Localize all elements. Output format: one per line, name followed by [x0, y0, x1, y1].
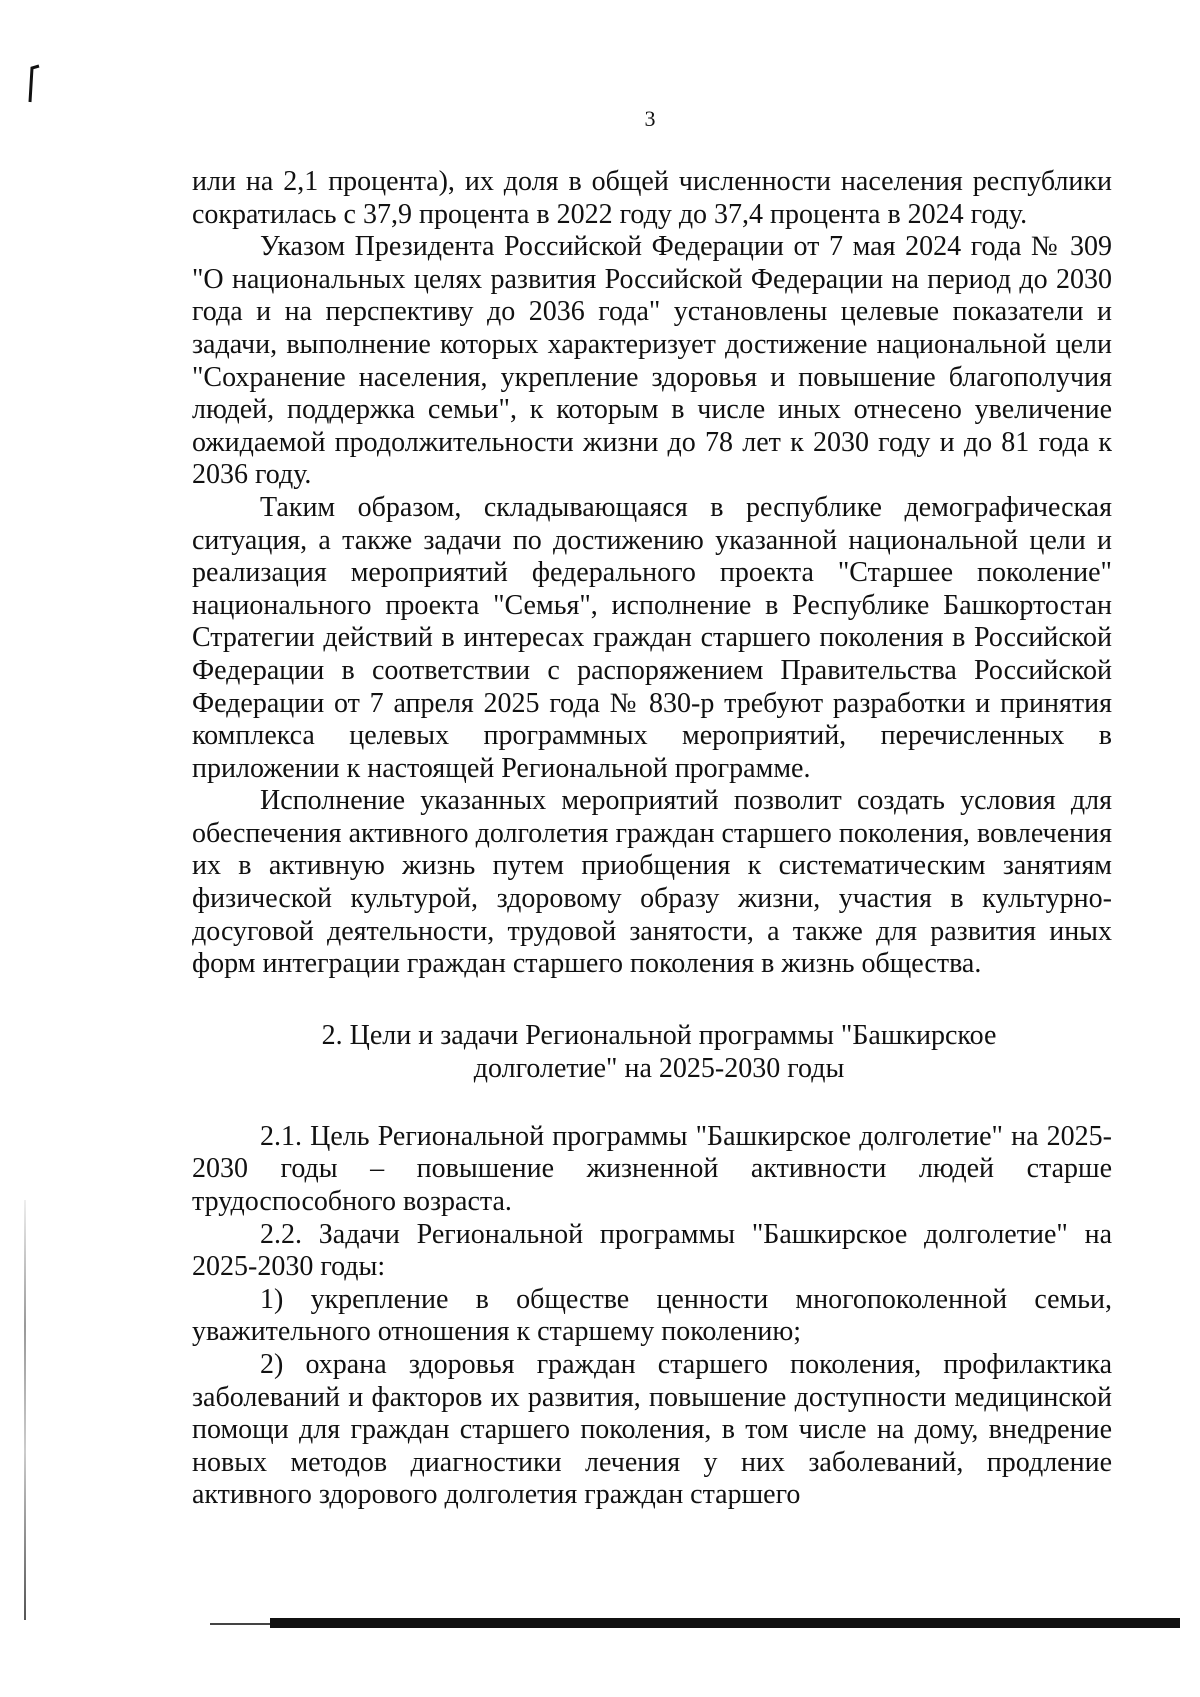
section-heading	[206, 1019, 1112, 1085]
list-item-task-2: 2) охрана здоровья граждан старшего поколения, профилактика заболеваний и факторов их развития, повышение доступности медицинской помощи для граждан старшего поколения, в том числе на дому, внедрение новых методов диагностики лечения у них заболеваний, продление активного здорового долголетия граждан старшего	[192, 1349, 1112, 1511]
section-heading-line-1: 2. Цели и задачи Региональной программы "Башкирское	[321, 1019, 997, 1051]
scan-edge-line	[24, 1200, 26, 1620]
document-body	[192, 166, 1112, 1512]
paragraph-measures-outcome: Исполнение указанных мероприятий позволит создать условия для обеспечения активного долголетия граждан старшего поколения, вовлечения их в активную жизнь путем приобщения к систематическим занятиям физической культурой, здоровому образу жизни, участия в культурно-досуговой деятельности, трудовой занятости, а также для развития иных форм интеграции граждан старшего поколения в жизнь общества.	[192, 785, 1112, 980]
list-item-task-1: 1) укрепление в обществе ценности многопоколенной семьи, уважительного отношения к старшему поколению;	[192, 1283, 1112, 1348]
section-heading-line-2: долголетие" на 2025-2030 годы	[473, 1052, 845, 1084]
paragraph-demographic-situation: Таким образом, складывающаяся в республике демографическая ситуация, а также задачи по достижению указанной национальной цели и реализация мероприятий федерального проекта "Старшее поколение" национального проекта "Семья", исполнение в Республике Башкортостан Стратегии действий в интересах граждан старшего поколения в Российской Федерации в соответствии с распоряжением Правительства Российской Федерации от 7 апреля 2025 года № 830-р требуют разработки и принятия комплекса целевых программных мероприятий, перечисленных в приложении к настоящей Региональной программе.	[192, 491, 1112, 784]
paragraph-continuation: или на 2,1 процента), их доля в общей численности населения республики сократилась с 37,9 процента в 2022 году до 37,4 процента в 2024 году.	[192, 166, 1112, 230]
paragraph-goal: 2.1. Цель Региональной программы "Башкирское долголетие" на 2025-2030 годы – повышение жизненной активности людей старше трудоспособного возраста.	[192, 1120, 1112, 1218]
paragraph-decree: Указом Президента Российской Федерации от 7 мая 2024 года № 309 "О национальных целях развития Российской Федерации на период до 2030 года и на перспективу до 2036 года" установлены целевые показатели и задачи, выполнение которых характеризует достижение национальной цели "Сохранение населения, укрепление здоровья и повышение благополучия людей, поддержка семьи", к которым в числе иных отнесено увеличение ожидаемой продолжительности жизни до 78 лет к 2030 году и до 81 года к 2036 году.	[192, 231, 1112, 491]
page-number: 3	[644, 106, 656, 131]
scan-corner-mark	[28, 64, 40, 104]
scan-bottom-bar	[270, 1618, 1180, 1628]
paragraph-tasks-intro: 2.2. Задачи Региональной программы "Башкирское долголетие" на 2025-2030 годы:	[192, 1218, 1112, 1283]
